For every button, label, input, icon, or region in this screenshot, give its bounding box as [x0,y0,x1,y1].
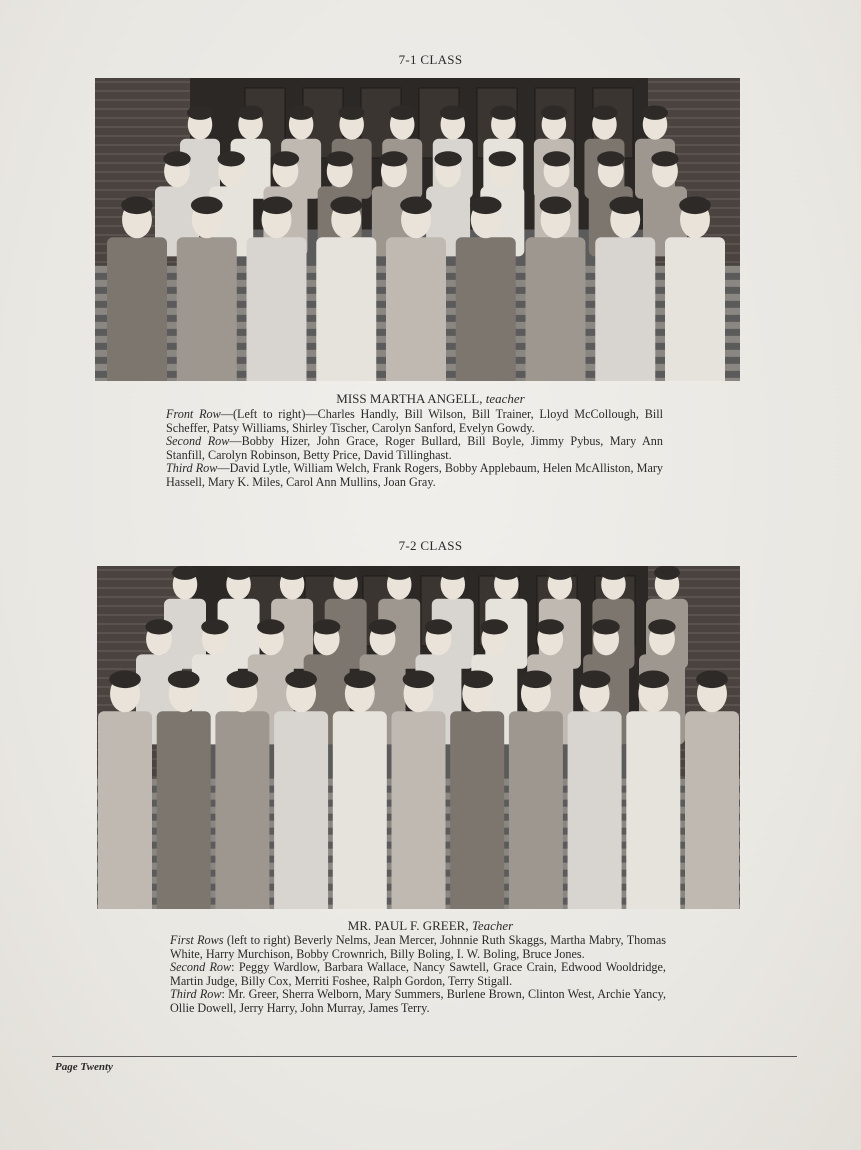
row-names: —David Lytle, William Welch, Frank Rogers, Bobby Applebaum, Helen McAlliston, Mary Hassell, Mary K. Miles, Carol Ann Mullins, Joan Gray. [166,461,664,489]
class-7-1-teacher-role: teacher [485,391,525,406]
class-7-1-photo [95,78,740,381]
class-7-1-teacher-name: MISS MARTHA ANGELL, [336,391,483,406]
class-7-2-teacher-caption [0,918,861,934]
row-names: —Bobby Hizer, John Grace, Roger Bullard, Bill Boyle, Jimmy Pybus, Mary Ann Stanfill, Carolyn Robinson, Betty Price, David Tillinghast. [166,434,663,462]
row-names: (left to right) Beverly Nelms, Jean Mercer, Johnnie Ruth Skaggs, Martha Mabry, Thomas White, Harry Murchison, Bobby Crownrich, Billy Boling, I. W. Boling, Bruce Jones. [170,933,666,961]
class-7-1-third-row [166,462,663,489]
class-7-2-third-row [170,988,666,1015]
row-label: Third Row [166,461,218,476]
class-7-1-teacher-caption [0,391,861,407]
class-7-2-name-list [170,934,666,1016]
row-names: : Peggy Wardlow, Barbara Wallace, Nancy Sawtell, Grace Crain, Edwood Wooldridge, Martin Judge, Billy Cox, Merriti Foshee, Ralph Gordon, Terry Stigall. [170,960,666,988]
footer-rule [52,1056,797,1057]
class-7-2-photo-image [97,566,740,909]
row-label: Front Row [166,407,221,421]
row-label: Second Row [170,960,232,975]
row-names: : Mr. Greer, Sherra Welborn, Mary Summers, Burlene Brown, Clinton West, Archie Yancy, Ollie Dowell, Jerry Harry, John Murray, James Terry. [170,987,666,1015]
row-label: Third Row [170,987,222,1002]
row-label: First Rows [170,933,224,947]
page-number: Page Twenty [55,1061,113,1073]
row-label: Second Row [166,434,230,449]
class-7-2-teacher-role: Teacher [471,918,514,933]
class-7-1-second-row [166,435,663,462]
class-7-2-photo [97,566,740,909]
class-7-2-heading: 7-2 CLASS [398,538,463,553]
class-7-1-name-list [166,408,663,490]
class-7-2-second-row [170,961,666,988]
class-7-1-heading: 7-1 CLASS [398,52,463,67]
class-7-1-photo-image [95,78,740,381]
class-7-2-teacher-name: MR. PAUL F. GREER, [347,918,469,933]
row-names: —(Left to right)—Charles Handly, Bill Wilson, Bill Trainer, Lloyd McCollough, Bill Scheffer, Patsy Williams, Shirley Tischer, Carolyn Sanford, Evelyn Gowdy. [166,407,663,435]
class-7-2-first-rows [170,934,666,961]
class-7-1-front-row [166,408,663,435]
